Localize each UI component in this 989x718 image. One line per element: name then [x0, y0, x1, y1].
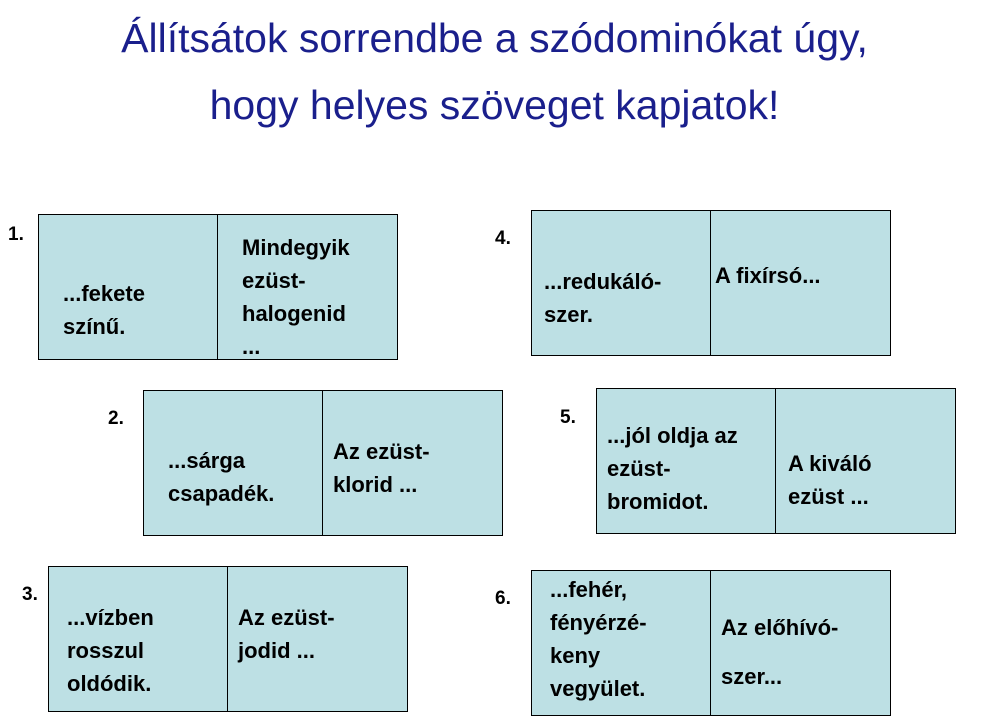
domino-5-left-half — [597, 389, 776, 533]
domino-2-left-line-1: ...sárga — [168, 448, 246, 473]
domino-4-right-line-1: A fixírsó... — [715, 263, 821, 288]
domino-5-left-text — [607, 419, 771, 518]
domino-2-right-text — [333, 435, 498, 501]
domino-number-6: 6. — [495, 588, 511, 609]
domino-2-right-line-1: Az ezüst- — [333, 439, 430, 464]
domino-1[interactable] — [38, 214, 398, 360]
domino-5[interactable] — [596, 388, 956, 534]
domino-5-left-line-3: bromidot. — [607, 489, 709, 514]
domino-2-left-text — [168, 444, 318, 510]
domino-5-left-line-2: ezüst- — [607, 456, 671, 481]
domino-4[interactable] — [531, 210, 891, 356]
domino-3-left-line-1: ...vízben — [67, 605, 154, 630]
domino-5-right-text — [788, 447, 951, 513]
domino-3-right-half — [228, 567, 407, 711]
domino-5-left-line-1: ...jól oldja az — [607, 423, 738, 448]
domino-3-right-line-2: jodid ... — [238, 638, 315, 663]
domino-2[interactable] — [143, 390, 503, 536]
domino-2-right-half — [323, 391, 502, 535]
domino-number-2: 2. — [108, 408, 124, 429]
domino-6-left-text — [550, 573, 706, 705]
domino-6-right-text — [721, 603, 886, 701]
domino-1-left-half — [39, 215, 218, 359]
domino-number-5: 5. — [560, 407, 576, 428]
domino-1-right-line-3: halogenid — [242, 301, 346, 326]
domino-6-left-half — [532, 571, 711, 715]
domino-number-1: 1. — [8, 224, 24, 245]
domino-3-right-text — [238, 601, 403, 667]
domino-4-left-line-2: szer. — [544, 302, 593, 327]
domino-6-left-line-1: ...fehér, — [550, 577, 628, 602]
domino-2-left-line-2: csapadék. — [168, 481, 275, 506]
domino-number-3: 3. — [22, 584, 38, 605]
domino-1-left-text — [63, 277, 213, 343]
domino-6-left-line-2: fényérzé- — [550, 610, 647, 635]
domino-3-left-line-3: oldódik. — [67, 671, 152, 696]
domino-6-right-half — [711, 571, 890, 715]
domino-5-right-line-2: ezüst ... — [788, 484, 869, 509]
domino-6[interactable] — [531, 570, 891, 716]
domino-4-left-line-1: ...redukáló- — [544, 269, 662, 294]
domino-4-left-half — [532, 211, 711, 355]
domino-3-left-half — [49, 567, 228, 711]
domino-1-right-line-1: Mindegyik — [242, 235, 350, 260]
domino-4-left-text — [544, 265, 706, 331]
domino-1-left-line-2: színű. — [63, 314, 126, 339]
domino-3[interactable] — [48, 566, 408, 712]
domino-1-right-line-4: ... — [242, 334, 261, 359]
domino-3-left-text — [67, 601, 223, 700]
domino-3-right-line-1: Az ezüst- — [238, 605, 335, 630]
domino-6-left-line-4: vegyület. — [550, 676, 646, 701]
domino-2-right-line-2: klorid ... — [333, 472, 418, 497]
domino-4-right-half — [711, 211, 890, 355]
domino-1-right-line-2: ezüst- — [242, 268, 306, 293]
domino-5-right-line-1: A kiváló — [788, 451, 872, 476]
domino-1-right-text — [242, 231, 393, 363]
domino-6-left-line-3: keny — [550, 643, 601, 668]
domino-6-right-line-2: szer... — [721, 664, 783, 689]
domino-6-right-line-1: Az előhívó- — [721, 615, 839, 640]
domino-3-left-line-2: rosszul — [67, 638, 145, 663]
title-line-2: hogy helyes szöveget kapjatok! — [209, 82, 780, 128]
title-line-1: Állítsátok sorrendbe a szódominókat úgy, — [121, 15, 868, 61]
domino-4-right-text — [715, 259, 886, 292]
domino-5-right-half — [776, 389, 955, 533]
domino-2-left-half — [144, 391, 323, 535]
domino-1-left-line-1: ...fekete — [63, 281, 145, 306]
domino-1-right-half — [218, 215, 397, 359]
domino-number-4: 4. — [495, 228, 511, 249]
